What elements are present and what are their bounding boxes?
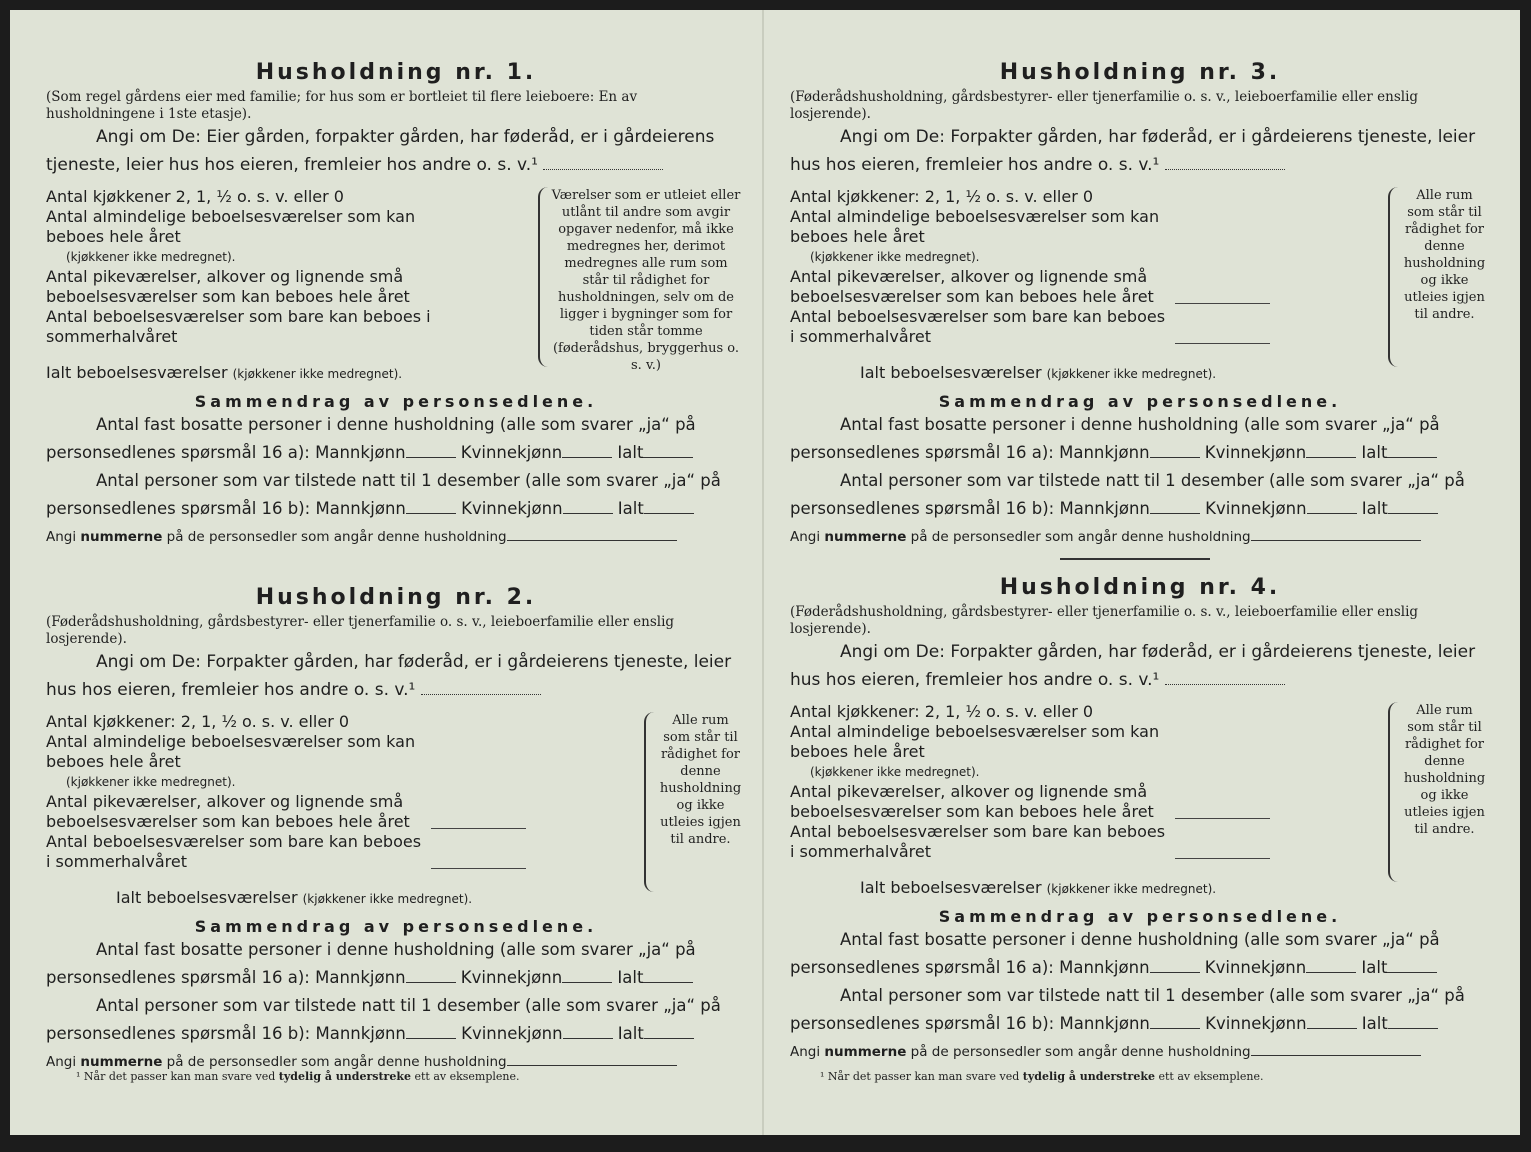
separator-line — [1060, 558, 1210, 560]
summary-line-2b: personsedlenes spørsmål 16 b): Mannkjønn Kvinnekjønn Ialt — [46, 1020, 746, 1048]
angi-line: Angi nummerne på de personsedler som angår denne husholdning — [790, 529, 1490, 545]
summary-line-1: Antal fast bosatte personer i denne husholdning (alle som svarer „ja“ på — [96, 940, 696, 959]
center-fold — [762, 10, 764, 1135]
angi-line: Angi nummerne på de personsedler som angår denne husholdning — [790, 1044, 1490, 1060]
summary-line-1: Antal fast bosatte personer i denne husholdning (alle som svarer „ja“ på — [840, 930, 1440, 949]
room-row-kitchens: Antal kjøkkener: 2, 1, ½ o. s. v. eller 0 — [46, 712, 350, 731]
summary-line-1b: personsedlenes spørsmål 16 a): Mannkjønn Kvinnekjønn Ialt — [46, 964, 746, 992]
room-row-ordinary: Antal almindelige beboelsesværelser som kan beboes hele året — [46, 732, 416, 771]
summary-line-1b: personsedlenes spørsmål 16 a): Mannkjønn Kvinnekjønn Ialt — [790, 439, 1490, 467]
side-note: Alle rum som står til rådighet for denne husholdning og ikke utleies igjen til andre. — [1403, 188, 1486, 322]
summary-line-2: Antal personer som var tilstede natt til 1 desember (alle som svarer „ja“ på — [840, 986, 1465, 1005]
question-text: Angi om De: Forpakter gården, har føderåd, er i gårdeierens tjeneste, leier hus hos eieren, fremleier hos andre o. s. v.¹ — [790, 127, 1476, 175]
household-title: Husholdning nr. 3. — [999, 60, 1281, 85]
room-row-ordinary: Antal almindelige beboelsesværelser som kan beboes hele året — [790, 207, 1160, 246]
room-row-ordinary: Antal almindelige beboelsesværelser som kan beboes hele året — [790, 722, 1160, 761]
summary-line-2: Antal personer som var tilstede natt til 1 desember (alle som svarer „ja“ på — [96, 996, 721, 1015]
summary-line-1b: personsedlenes spørsmål 16 a): Mannkjønn Kvinnekjønn Ialt — [790, 954, 1490, 982]
household-note: (Føderådshusholdning, gårdsbestyrer- eller tjenerfamilie o. s. v., leieboerfamilie eller enslig losjerende). — [46, 614, 675, 647]
room-row-summer: Antal beboelsesværelser som bare kan beboes i sommerhalvåret — [46, 307, 431, 346]
summary-line-1: Antal fast bosatte personer i denne husholdning (alle som svarer „ja“ på — [840, 415, 1440, 434]
room-row-note: (kjøkkener ikke medregnet). — [66, 250, 236, 264]
household-title: Husholdning nr. 1. — [255, 60, 537, 85]
question-text: Angi om De: Forpakter gården, har føderåd, er i gårdeierens tjeneste, leier hus hos eieren, fremleier hos andre o. s. v.¹ — [790, 642, 1476, 690]
room-row-summer: Antal beboelsesværelser som bare kan beboes i sommerhalvåret — [790, 307, 1270, 347]
room-row-summer: Antal beboelsesværelser som bare kan beboes i sommerhalvåret — [46, 832, 526, 872]
right-page — [790, 10, 1490, 1130]
room-total: Ialt beboelsesværelser (kjøkkener ikke medregnet). — [116, 888, 473, 907]
room-counts — [790, 702, 1490, 897]
room-row-kitchens: Antal kjøkkener: 2, 1, ½ o. s. v. eller 0 — [790, 187, 1094, 206]
angi-line: Angi nummerne på de personsedler som angår denne husholdning — [46, 1054, 746, 1070]
room-row-small: Antal pikeværelser, alkover og lignende små beboelsesværelser som kan beboes hele året — [790, 782, 1270, 822]
room-row-small: Antal pikeværelser, alkover og lignende små beboelsesværelser som kan beboes hele året — [46, 267, 410, 306]
household-note: (Som regel gårdens eier med familie; for hus som er bortleiet til flere leieboere: En av husholdningene i 1ste etasje). — [46, 89, 638, 122]
room-counts — [790, 187, 1490, 382]
room-counts — [46, 187, 746, 382]
room-row-ordinary: Antal almindelige beboelsesværelser som kan beboes hele året — [46, 207, 416, 246]
summary-title: Sammendrag av personsedlene. — [938, 392, 1342, 411]
side-note: Værelser som er utleiet eller utlånt til andre som avgir opgaver nedenfor, må ikke medregnes her, derimot medregnes alle rum som står til rådighet for husholdningen, selv om de ligger i bygninger som for tiden står tomme (føderådshus, bryggerhus o. s. v.) — [551, 188, 741, 373]
footnote: ¹ Når det passer kan man svare ved tydelig å understreke ett av eksemplene. — [76, 1070, 520, 1083]
summary-line-1b: personsedlenes spørsmål 16 a): Mannkjønn Kvinnekjønn Ialt — [46, 439, 746, 467]
room-total: Ialt beboelsesværelser (kjøkkener ikke medregnet). — [860, 363, 1217, 382]
summary-line-2: Antal personer som var tilstede natt til 1 desember (alle som svarer „ja“ på — [96, 471, 721, 490]
household-note: (Føderådshusholdning, gårdsbestyrer- eller tjenerfamilie o. s. v., leieboerfamilie eller enslig losjerende). — [790, 604, 1419, 637]
side-note: Alle rum som står til rådighet for denne husholdning og ikke utleies igjen til andre. — [659, 713, 742, 847]
side-note: Alle rum som står til rådighet for denne husholdning og ikke utleies igjen til andre. — [1403, 703, 1486, 837]
room-row-note: (kjøkkener ikke medregnet). — [66, 775, 236, 789]
household-1 — [46, 60, 746, 545]
summary-line-2b: personsedlenes spørsmål 16 b): Mannkjønn Kvinnekjønn Ialt — [790, 495, 1490, 523]
room-row-small: Antal pikeværelser, alkover og lignende små beboelsesværelser som kan beboes hele året — [790, 267, 1270, 307]
form-sheet — [10, 10, 1520, 1135]
left-page — [46, 10, 746, 1130]
summary-line-2b: personsedlenes spørsmål 16 b): Mannkjønn Kvinnekjønn Ialt — [790, 1010, 1490, 1038]
summary-title: Sammendrag av personsedlene. — [938, 907, 1342, 926]
room-row-kitchens: Antal kjøkkener: 2, 1, ½ o. s. v. eller 0 — [790, 702, 1094, 721]
room-row-note: (kjøkkener ikke medregnet). — [810, 765, 980, 779]
question-text: Angi om De: Forpakter gården, har føderåd, er i gårdeierens tjeneste, leier hus hos eieren, fremleier hos andre o. s. v.¹ — [46, 652, 732, 700]
room-row-note: (kjøkkener ikke medregnet). — [810, 250, 980, 264]
household-2 — [46, 585, 746, 1070]
room-total: Ialt beboelsesværelser (kjøkkener ikke medregnet). — [860, 878, 1217, 897]
room-row-small: Antal pikeværelser, alkover og lignende små beboelsesværelser som kan beboes hele året — [46, 792, 526, 832]
summary-line-1: Antal fast bosatte personer i denne husholdning (alle som svarer „ja“ på — [96, 415, 696, 434]
question-text: Angi om De: Eier gården, forpakter gården, har føderåd, er i gårdeierens tjeneste, leier hus hos eieren, fremleier hos andre o. s. v.¹ — [46, 127, 715, 175]
household-note: (Føderådshusholdning, gårdsbestyrer- eller tjenerfamilie o. s. v., leieboerfamilie eller enslig losjerende). — [790, 89, 1419, 122]
summary-line-2b: personsedlenes spørsmål 16 b): Mannkjønn Kvinnekjønn Ialt — [46, 495, 746, 523]
summary-title: Sammendrag av personsedlene. — [194, 392, 598, 411]
angi-line: Angi nummerne på de personsedler som angår denne husholdning — [46, 529, 746, 545]
household-title: Husholdning nr. 4. — [999, 575, 1281, 600]
household-4 — [790, 575, 1490, 1060]
summary-line-2: Antal personer som var tilstede natt til 1 desember (alle som svarer „ja“ på — [840, 471, 1465, 490]
room-row-kitchens: Antal kjøkkener 2, 1, ½ o. s. v. eller 0 — [46, 187, 344, 206]
room-row-summer: Antal beboelsesværelser som bare kan beboes i sommerhalvåret — [790, 822, 1270, 862]
footnote: ¹ Når det passer kan man svare ved tydelig å understreke ett av eksemplene. — [820, 1070, 1264, 1083]
room-total: Ialt beboelsesværelser (kjøkkener ikke medregnet). — [46, 363, 403, 382]
household-title: Husholdning nr. 2. — [255, 585, 537, 610]
summary-title: Sammendrag av personsedlene. — [194, 917, 598, 936]
room-counts — [46, 712, 746, 907]
household-3 — [790, 60, 1490, 545]
